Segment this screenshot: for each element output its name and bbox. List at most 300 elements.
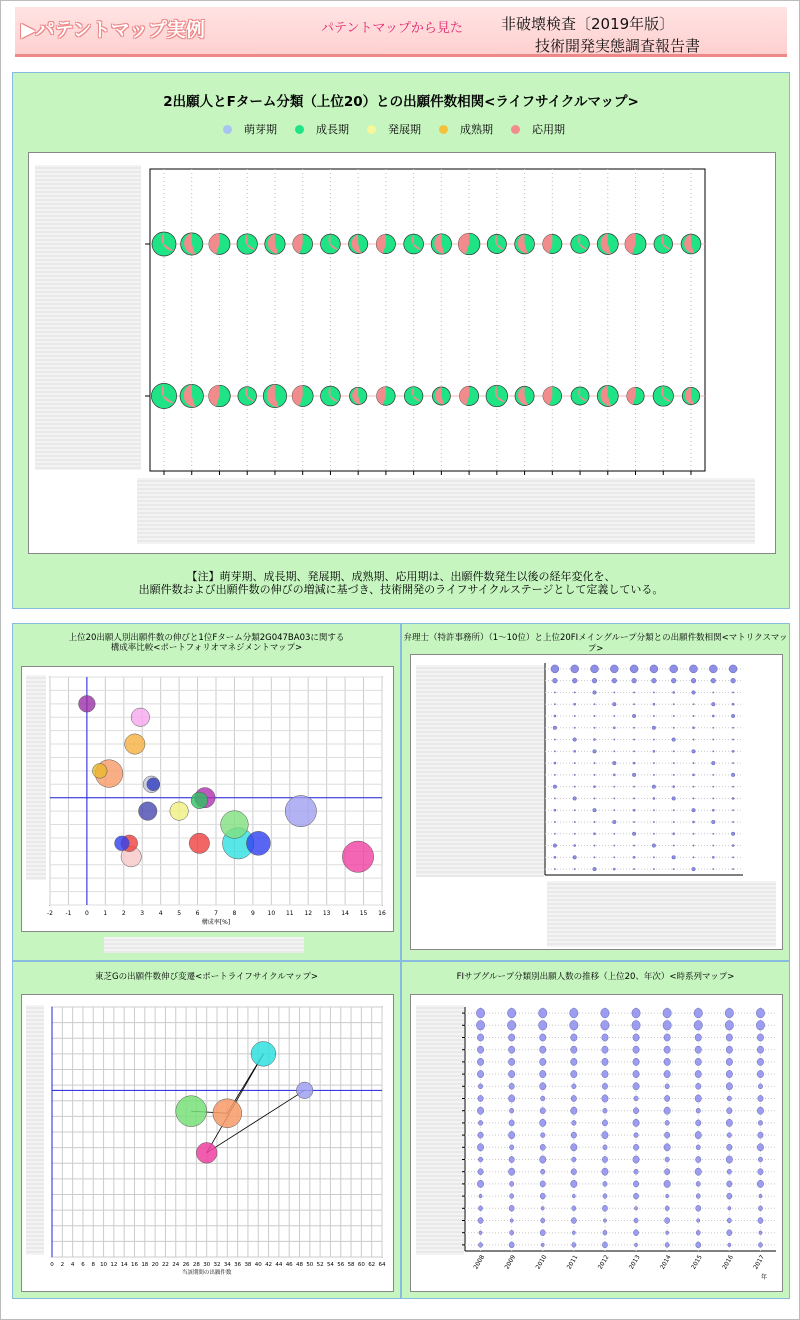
matrix-dot (653, 821, 654, 822)
x-tick-label: 50 (306, 1262, 314, 1268)
matrix-dot (653, 810, 654, 811)
time-series-dot (725, 1008, 733, 1018)
x-tick-label: 2012 (596, 1253, 611, 1271)
matrix-dot (653, 797, 655, 799)
matrix-dot (653, 750, 655, 752)
time-series-dot (477, 1070, 483, 1077)
matrix-dot (633, 762, 635, 764)
time-series-dot (602, 1168, 608, 1175)
matrix-dot (732, 750, 734, 752)
time-series-dot (571, 1218, 576, 1224)
time-series-dot (633, 1144, 638, 1150)
time-series-dot (694, 1020, 702, 1030)
x-tick-label: 0 (50, 1262, 54, 1268)
matrix-dot (673, 821, 674, 822)
matrix-dot (633, 692, 634, 693)
time-series-dot (571, 1180, 577, 1187)
x-tick-label: 2016 (721, 1253, 735, 1271)
legend-label: 成長期 (316, 123, 349, 136)
matrix-dot (713, 739, 714, 740)
matrix-dot (712, 820, 716, 824)
x-tick-label: 12 (110, 1262, 118, 1268)
x-tick-label: 52 (316, 1262, 324, 1268)
time-series-dot (695, 1095, 701, 1102)
matrix-dot (594, 704, 595, 705)
time-series-dot (633, 1230, 638, 1236)
matrix-dot (574, 715, 575, 716)
time-series-dot (603, 1145, 607, 1150)
matrix-dot (653, 692, 654, 693)
time-series-dot (571, 1046, 577, 1053)
time-series-dot (664, 1132, 669, 1138)
time-series-dot (696, 1083, 701, 1089)
matrix-dot (613, 774, 615, 776)
matrix-dot (692, 821, 694, 823)
matrix-dot (574, 762, 575, 763)
matrix-dot (672, 738, 676, 742)
time-series-dot (665, 1120, 669, 1125)
time-series-dot (476, 1008, 484, 1018)
x-tick-label: 12 (304, 910, 313, 917)
matrix-dot (713, 727, 714, 728)
time-series-dot (757, 1144, 763, 1151)
matrix-dot (614, 845, 615, 846)
time-series-dot (571, 1058, 577, 1065)
time-series-dot (540, 1181, 545, 1187)
time-series-dot (758, 1169, 763, 1175)
time-series-dot (663, 1020, 671, 1030)
x-axis-label: 構成率[%] (201, 919, 231, 926)
matrix-dot (632, 714, 636, 718)
time-series-dot (727, 1218, 731, 1223)
matrix-dot (593, 738, 595, 740)
matrix-dot (633, 798, 634, 799)
lifecycle-plot (29, 153, 777, 555)
time-series-dot (759, 1194, 762, 1198)
x-tick-label: 7 (214, 910, 218, 917)
matrix-dot (593, 691, 597, 695)
time-series-dot (726, 1058, 732, 1065)
time-series-dot (727, 1144, 732, 1150)
x-tick-label: 4 (158, 910, 163, 917)
matrix-dot (633, 856, 635, 858)
time-series-dot (570, 1020, 578, 1030)
matrix-dot (673, 704, 674, 705)
x-tick-label: 18 (141, 1262, 149, 1268)
x-axis-unit: 年 (760, 1274, 768, 1281)
time-series-dot (602, 1058, 608, 1065)
time-series-dot (665, 1084, 669, 1089)
matrix-dot (673, 751, 674, 752)
data-point (176, 1096, 207, 1127)
time-series-dot (571, 1144, 577, 1151)
data-point (251, 1042, 276, 1067)
time-series-dot (478, 1095, 483, 1101)
header-report-name: 非破壊検査〔2019年版〕 (501, 15, 675, 33)
time-series-dot (603, 1219, 606, 1223)
matrix-dot (673, 833, 675, 835)
matrix-dot (692, 867, 696, 871)
time-series-dot (633, 1156, 639, 1163)
x-tick-label: 64 (378, 1262, 386, 1268)
time-series-dot (727, 1096, 731, 1101)
matrix-dot (652, 844, 656, 848)
time-series-dot (758, 1157, 762, 1162)
matrix-dot (693, 833, 694, 834)
time-series-dot (509, 1120, 514, 1126)
matrix-dot (731, 832, 735, 836)
matrix-dot (553, 844, 557, 848)
matrix-dot (713, 868, 714, 869)
time-series-dot (478, 1242, 482, 1247)
time-series-dot (696, 1194, 700, 1199)
time-series-plot (411, 995, 784, 1293)
time-series-dot (509, 1242, 514, 1248)
time-series-dot (509, 1083, 514, 1089)
matrix-dot (732, 844, 734, 846)
x-tick-label: 32 (213, 1262, 221, 1268)
matrix-dot (712, 715, 714, 717)
time-series-dot (634, 1096, 638, 1101)
time-series-dot (571, 1095, 576, 1101)
time-series-dot (540, 1193, 545, 1199)
time-series-dot (664, 1058, 670, 1065)
matrix-dot (692, 750, 696, 754)
time-series-map-panel (401, 961, 790, 1299)
x-tick-label: 38 (244, 1262, 252, 1268)
time-series-dot (757, 1034, 763, 1041)
time-series-dot (507, 1020, 515, 1030)
time-series-dot (726, 1070, 732, 1077)
matrix-dot (632, 678, 637, 683)
time-series-dot (665, 1218, 670, 1224)
legend-item (511, 121, 565, 137)
matrix-dot (690, 665, 698, 673)
header-title: ▶パテントマップ実例 (21, 19, 205, 41)
time-series-dot (727, 1230, 732, 1236)
x-tick-label: 34 (223, 1262, 231, 1268)
time-series-dot (633, 1070, 639, 1077)
matrix-dot (732, 739, 733, 740)
time-series-dot (665, 1206, 669, 1211)
x-axis-label: 当該期間の出願件数 (181, 1270, 232, 1276)
matrix-dot (653, 739, 654, 740)
matrix-dot (594, 715, 595, 716)
matrix-dot (573, 797, 577, 801)
time-series-dot (507, 1008, 515, 1018)
time-series-dot (758, 1242, 762, 1247)
time-series-dot (477, 1046, 483, 1053)
matrix-dot (554, 739, 555, 740)
time-series-dot (664, 1144, 670, 1151)
time-series-dot (541, 1206, 544, 1210)
time-series-dot (727, 1181, 732, 1187)
time-series-dot (757, 1107, 763, 1114)
time-series-dot (571, 1034, 577, 1041)
time-series-dot (541, 1218, 545, 1223)
matrix-dot (732, 703, 734, 705)
matrix-dot (633, 786, 634, 787)
time-series-dot (758, 1218, 763, 1224)
matrix-dot (732, 821, 733, 822)
matrix-chart-frame (410, 654, 783, 950)
time-series-dot (602, 1046, 608, 1053)
legend-item (439, 121, 493, 137)
x-tick-label: 1 (103, 910, 108, 917)
time-series-dot (572, 1194, 575, 1198)
x-tick-label: 2008 (472, 1253, 487, 1271)
matrix-dot (673, 845, 674, 846)
time-series-dot (757, 1180, 763, 1187)
time-series-dot (508, 1168, 514, 1175)
plot-area (150, 169, 705, 471)
time-series-dot (540, 1083, 546, 1090)
data-point (131, 708, 149, 726)
x-tick-label: 4 (70, 1262, 75, 1268)
matrix-dot (594, 798, 595, 799)
matrix-dot (653, 857, 654, 858)
matrix-dot (633, 809, 635, 811)
x-tick-label: 14 (120, 1262, 128, 1268)
matrix-dot (653, 762, 654, 763)
matrix-dot (554, 751, 555, 752)
time-series-dot (572, 1206, 576, 1211)
port-lifecycle-plot (22, 995, 395, 1293)
matrix-dot (613, 727, 615, 729)
matrix-dot (692, 727, 694, 729)
header-banner (15, 7, 787, 57)
x-tick-label: 48 (296, 1262, 303, 1268)
matrix-dot (653, 868, 654, 869)
matrix-dot (693, 798, 694, 799)
matrix-dot (613, 702, 617, 706)
legend-swatch (511, 125, 520, 134)
time-series-dot (478, 1218, 483, 1224)
time-series-dot (696, 1242, 701, 1248)
matrix-plot (411, 655, 784, 951)
time-series-dot (633, 1108, 638, 1114)
time-series-dot (632, 1008, 640, 1018)
time-series-dot (726, 1119, 732, 1126)
time-series-dot (602, 1120, 607, 1126)
portfolio-map-title-line2: 構成率比較<ポートフォリオマネジメントマップ> (110, 643, 303, 653)
time-series-dot (696, 1205, 701, 1211)
x-tick-label: -2 (47, 910, 53, 917)
matrix-dot (554, 798, 555, 799)
matrix-dot (574, 868, 575, 869)
data-point (285, 795, 316, 826)
x-tick-label: 2 (121, 910, 126, 917)
matrix-dot (553, 726, 557, 730)
header-report-type: 技術開発実態調査報告書 (535, 37, 701, 55)
time-series-dot (572, 1242, 576, 1247)
time-series-dot (758, 1132, 763, 1138)
time-series-dot (477, 1107, 483, 1114)
matrix-dot (614, 857, 615, 858)
matrix-dot (713, 751, 714, 752)
time-series-dot (696, 1120, 701, 1126)
matrix-dot (673, 786, 675, 788)
time-series-dot (509, 1205, 514, 1211)
matrix-dot (632, 832, 636, 836)
matrix-dot (633, 751, 634, 752)
matrix-dot (633, 845, 634, 846)
time-series-dot (540, 1058, 546, 1065)
matrix-dot (731, 714, 735, 718)
matrix-dot (554, 809, 556, 811)
x-tick-label: 16 (131, 1262, 138, 1268)
time-series-dot (727, 1108, 732, 1114)
time-series-dot (664, 1046, 670, 1053)
lifecycle-legend (223, 121, 565, 137)
time-series-dot (633, 1181, 638, 1187)
x-tick-label: 14 (341, 910, 349, 917)
data-point (342, 841, 373, 872)
matrix-dot (554, 715, 556, 717)
time-series-dot (633, 1119, 639, 1126)
matrix-dot (713, 845, 714, 846)
x-tick-label: 13 (322, 910, 331, 917)
time-series-dot (726, 1034, 732, 1041)
matrix-dot (574, 692, 575, 693)
time-series-dot (756, 1008, 764, 1018)
matrix-dot (713, 833, 714, 834)
data-point (92, 764, 107, 779)
time-series-dot (695, 1070, 701, 1077)
time-series-dot (633, 1034, 639, 1041)
header-subtitle-lead: パテントマップから見た (321, 21, 463, 36)
time-series-dot (509, 1108, 513, 1113)
matrix-dot (573, 738, 577, 742)
matrix-dot (650, 665, 658, 673)
x-tick-label: 42 (265, 1262, 273, 1268)
matrix-dot (732, 810, 733, 811)
x-tick-label: 30 (203, 1262, 211, 1268)
time-series-dot (695, 1131, 701, 1138)
matrix-dot (632, 773, 636, 777)
time-series-dot (696, 1156, 701, 1162)
time-series-dot (666, 1194, 669, 1198)
x-tick-label: 2017 (752, 1253, 767, 1271)
matrix-dot (593, 833, 595, 835)
matrix-dot (713, 798, 714, 799)
time-series-dot (603, 1108, 607, 1113)
time-series-dot (758, 1095, 763, 1101)
matrix-dot (732, 786, 733, 787)
time-series-dot (540, 1108, 545, 1114)
matrix-dot (574, 703, 576, 705)
time-series-dot (758, 1120, 762, 1125)
x-tick-label: 62 (368, 1262, 376, 1268)
matrix-dot (553, 678, 558, 683)
x-tick-label: 2009 (503, 1253, 518, 1271)
legend-label: 発展期 (388, 123, 421, 136)
portfolio-plot (22, 667, 395, 933)
data-point (79, 696, 96, 713)
matrix-dot (693, 704, 694, 705)
matrix-dot (571, 665, 579, 673)
matrix-dot (712, 761, 716, 765)
x-tick-label: 24 (172, 1262, 180, 1268)
time-series-dot (634, 1133, 638, 1138)
time-series-dot (633, 1193, 638, 1199)
legend-swatch (295, 125, 304, 134)
matrix-dot (693, 786, 694, 787)
time-series-dot (510, 1230, 514, 1235)
data-point (125, 734, 145, 754)
time-series-dot (477, 1058, 483, 1065)
x-tick-label: 40 (254, 1262, 262, 1268)
time-series-dot (601, 1008, 609, 1018)
time-series-dot (603, 1181, 607, 1186)
matrix-dot (713, 786, 714, 787)
matrix-dot (670, 665, 678, 673)
matrix-dot (610, 665, 618, 673)
time-series-dot (728, 1206, 731, 1210)
portfolio-chart-frame (21, 666, 394, 932)
time-series-dot (756, 1020, 764, 1030)
matrix-dot (574, 774, 575, 775)
time-series-dot (634, 1169, 638, 1174)
matrix-dot (693, 857, 694, 858)
time-series-dot (663, 1008, 671, 1018)
time-series-dot (509, 1156, 514, 1162)
time-series-dot (664, 1169, 669, 1175)
time-series-dot (602, 1242, 607, 1248)
matrix-dot (573, 856, 577, 860)
matrix-dot (554, 774, 555, 775)
time-series-dot (571, 1132, 576, 1138)
data-point (296, 1082, 313, 1099)
time-series-dot (478, 1120, 482, 1125)
matrix-dot (653, 703, 655, 705)
time-series-dot (477, 1180, 483, 1187)
matrix-dot (574, 727, 575, 728)
time-series-dot (633, 1058, 639, 1065)
x-tick-label: 2013 (627, 1253, 642, 1271)
matrix-dot (653, 715, 654, 716)
matrix-dot (673, 727, 674, 728)
time-series-dot (664, 1034, 670, 1041)
matrix-dot (692, 808, 696, 812)
time-series-dot (479, 1231, 482, 1235)
matrix-dot (614, 739, 615, 740)
matrix-dot (574, 750, 576, 752)
time-series-dot (728, 1243, 731, 1247)
time-series-dot (510, 1219, 513, 1223)
time-series-dot (758, 1084, 762, 1089)
matrix-dot (713, 692, 714, 693)
time-series-dot (541, 1243, 544, 1247)
matrix-dot (692, 774, 694, 776)
legend-item (367, 121, 421, 137)
matrix-dot (673, 691, 675, 693)
time-series-dot (541, 1133, 545, 1138)
matrix-dot (693, 762, 694, 763)
matrix-dot (693, 845, 694, 846)
matrix-dot (693, 739, 694, 740)
lifecycle-chart-frame (28, 152, 776, 554)
matrix-dot (633, 727, 634, 728)
matrix-dot (554, 762, 556, 764)
time-series-dot (571, 1070, 577, 1077)
matrix-dot (729, 665, 737, 673)
time-series-dot (603, 1194, 607, 1199)
matrix-dot (732, 727, 733, 728)
time-series-dot (727, 1133, 731, 1138)
x-tick-label: 44 (275, 1262, 283, 1268)
matrix-dot (554, 704, 555, 705)
